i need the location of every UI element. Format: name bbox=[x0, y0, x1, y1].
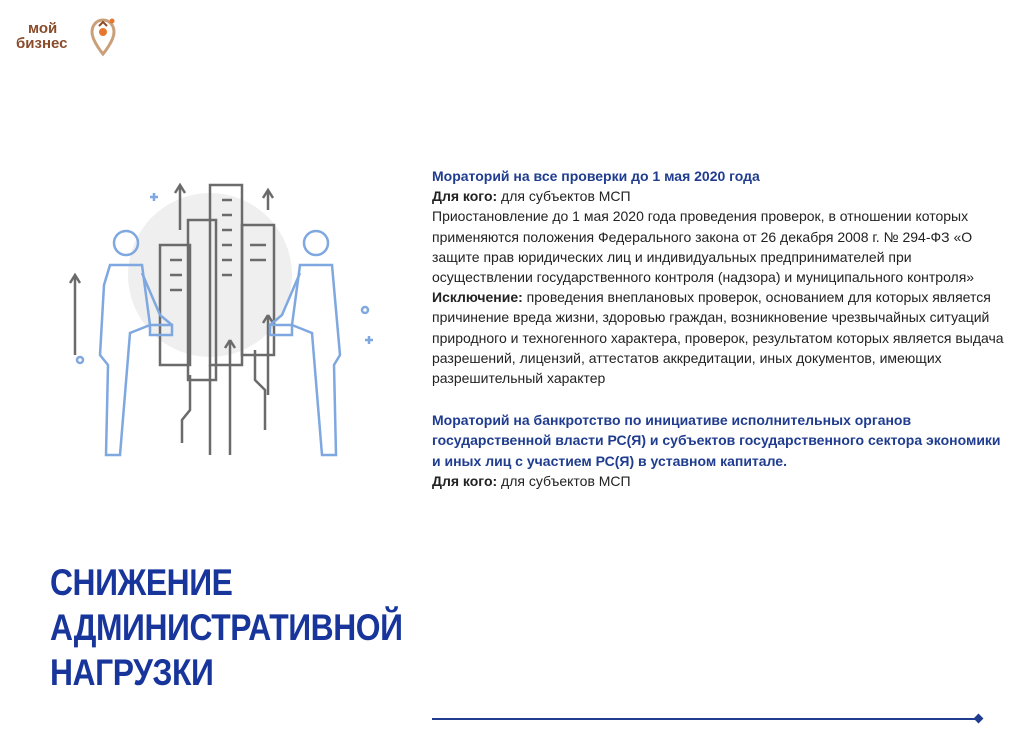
logo-line2: бизнес bbox=[16, 35, 68, 52]
for-whom-value: для субъектов МСП bbox=[497, 188, 631, 205]
section2-heading: Мораторий на банкротство по инициативе исполнительных органов государственной власти РС(Я) и субъектов государственного сектора экономики и иных лиц с участием РС(Я) в уставном капитале. bbox=[432, 412, 1001, 469]
logo[interactable] bbox=[14, 16, 124, 66]
for-whom-value: для субъектов МСП bbox=[497, 472, 631, 489]
section1-exception bbox=[432, 287, 1012, 388]
section1-heading: Мораторий на все проверки до 1 мая 2020 года bbox=[432, 168, 760, 184]
section1-description: Приостановление до 1 мая 2020 года проведения проверок, в отношении которых применяются положения Федерального закона от 26 декабря 2008 г. № 294-ФЗ «О защите прав юридических лиц и индивидуальных предпринимателей при осуществлении государственного контроля (надзора) и муниципального контроля» bbox=[432, 208, 975, 286]
section-gap bbox=[432, 388, 1012, 410]
exception-value: проведения внеплановых проверок, основанием для которых является причинение вреда жизни, здоровью граждан, возникновение чрезвычайных ситуаций природного и техногенного характера, проверок, результатом которых является выдача разрешений, лицензий, аттестатов аккредитации, иных документов, имеющих разрешительный характер bbox=[432, 289, 1004, 387]
for-whom-label: Для кого: bbox=[432, 188, 498, 205]
title-line3: НАГРУЗКИ bbox=[50, 652, 214, 693]
for-whom-label: Для кого: bbox=[432, 472, 498, 489]
divider-end-marker bbox=[974, 714, 984, 724]
slide-title bbox=[50, 560, 403, 695]
logo-line1: мой bbox=[28, 20, 58, 37]
section1-for-whom bbox=[432, 186, 1012, 206]
content-text bbox=[432, 166, 1012, 491]
business-handshake-illustration bbox=[60, 165, 390, 465]
exception-label: Исключение: bbox=[432, 289, 523, 306]
title-line1: СНИЖЕНИЕ bbox=[50, 562, 233, 603]
title-line2: АДМИНИСТРАТИВНОЙ bbox=[50, 607, 403, 648]
location-pin-icon bbox=[90, 16, 116, 62]
bottom-divider bbox=[432, 718, 978, 720]
section2-for-whom bbox=[432, 471, 1012, 491]
